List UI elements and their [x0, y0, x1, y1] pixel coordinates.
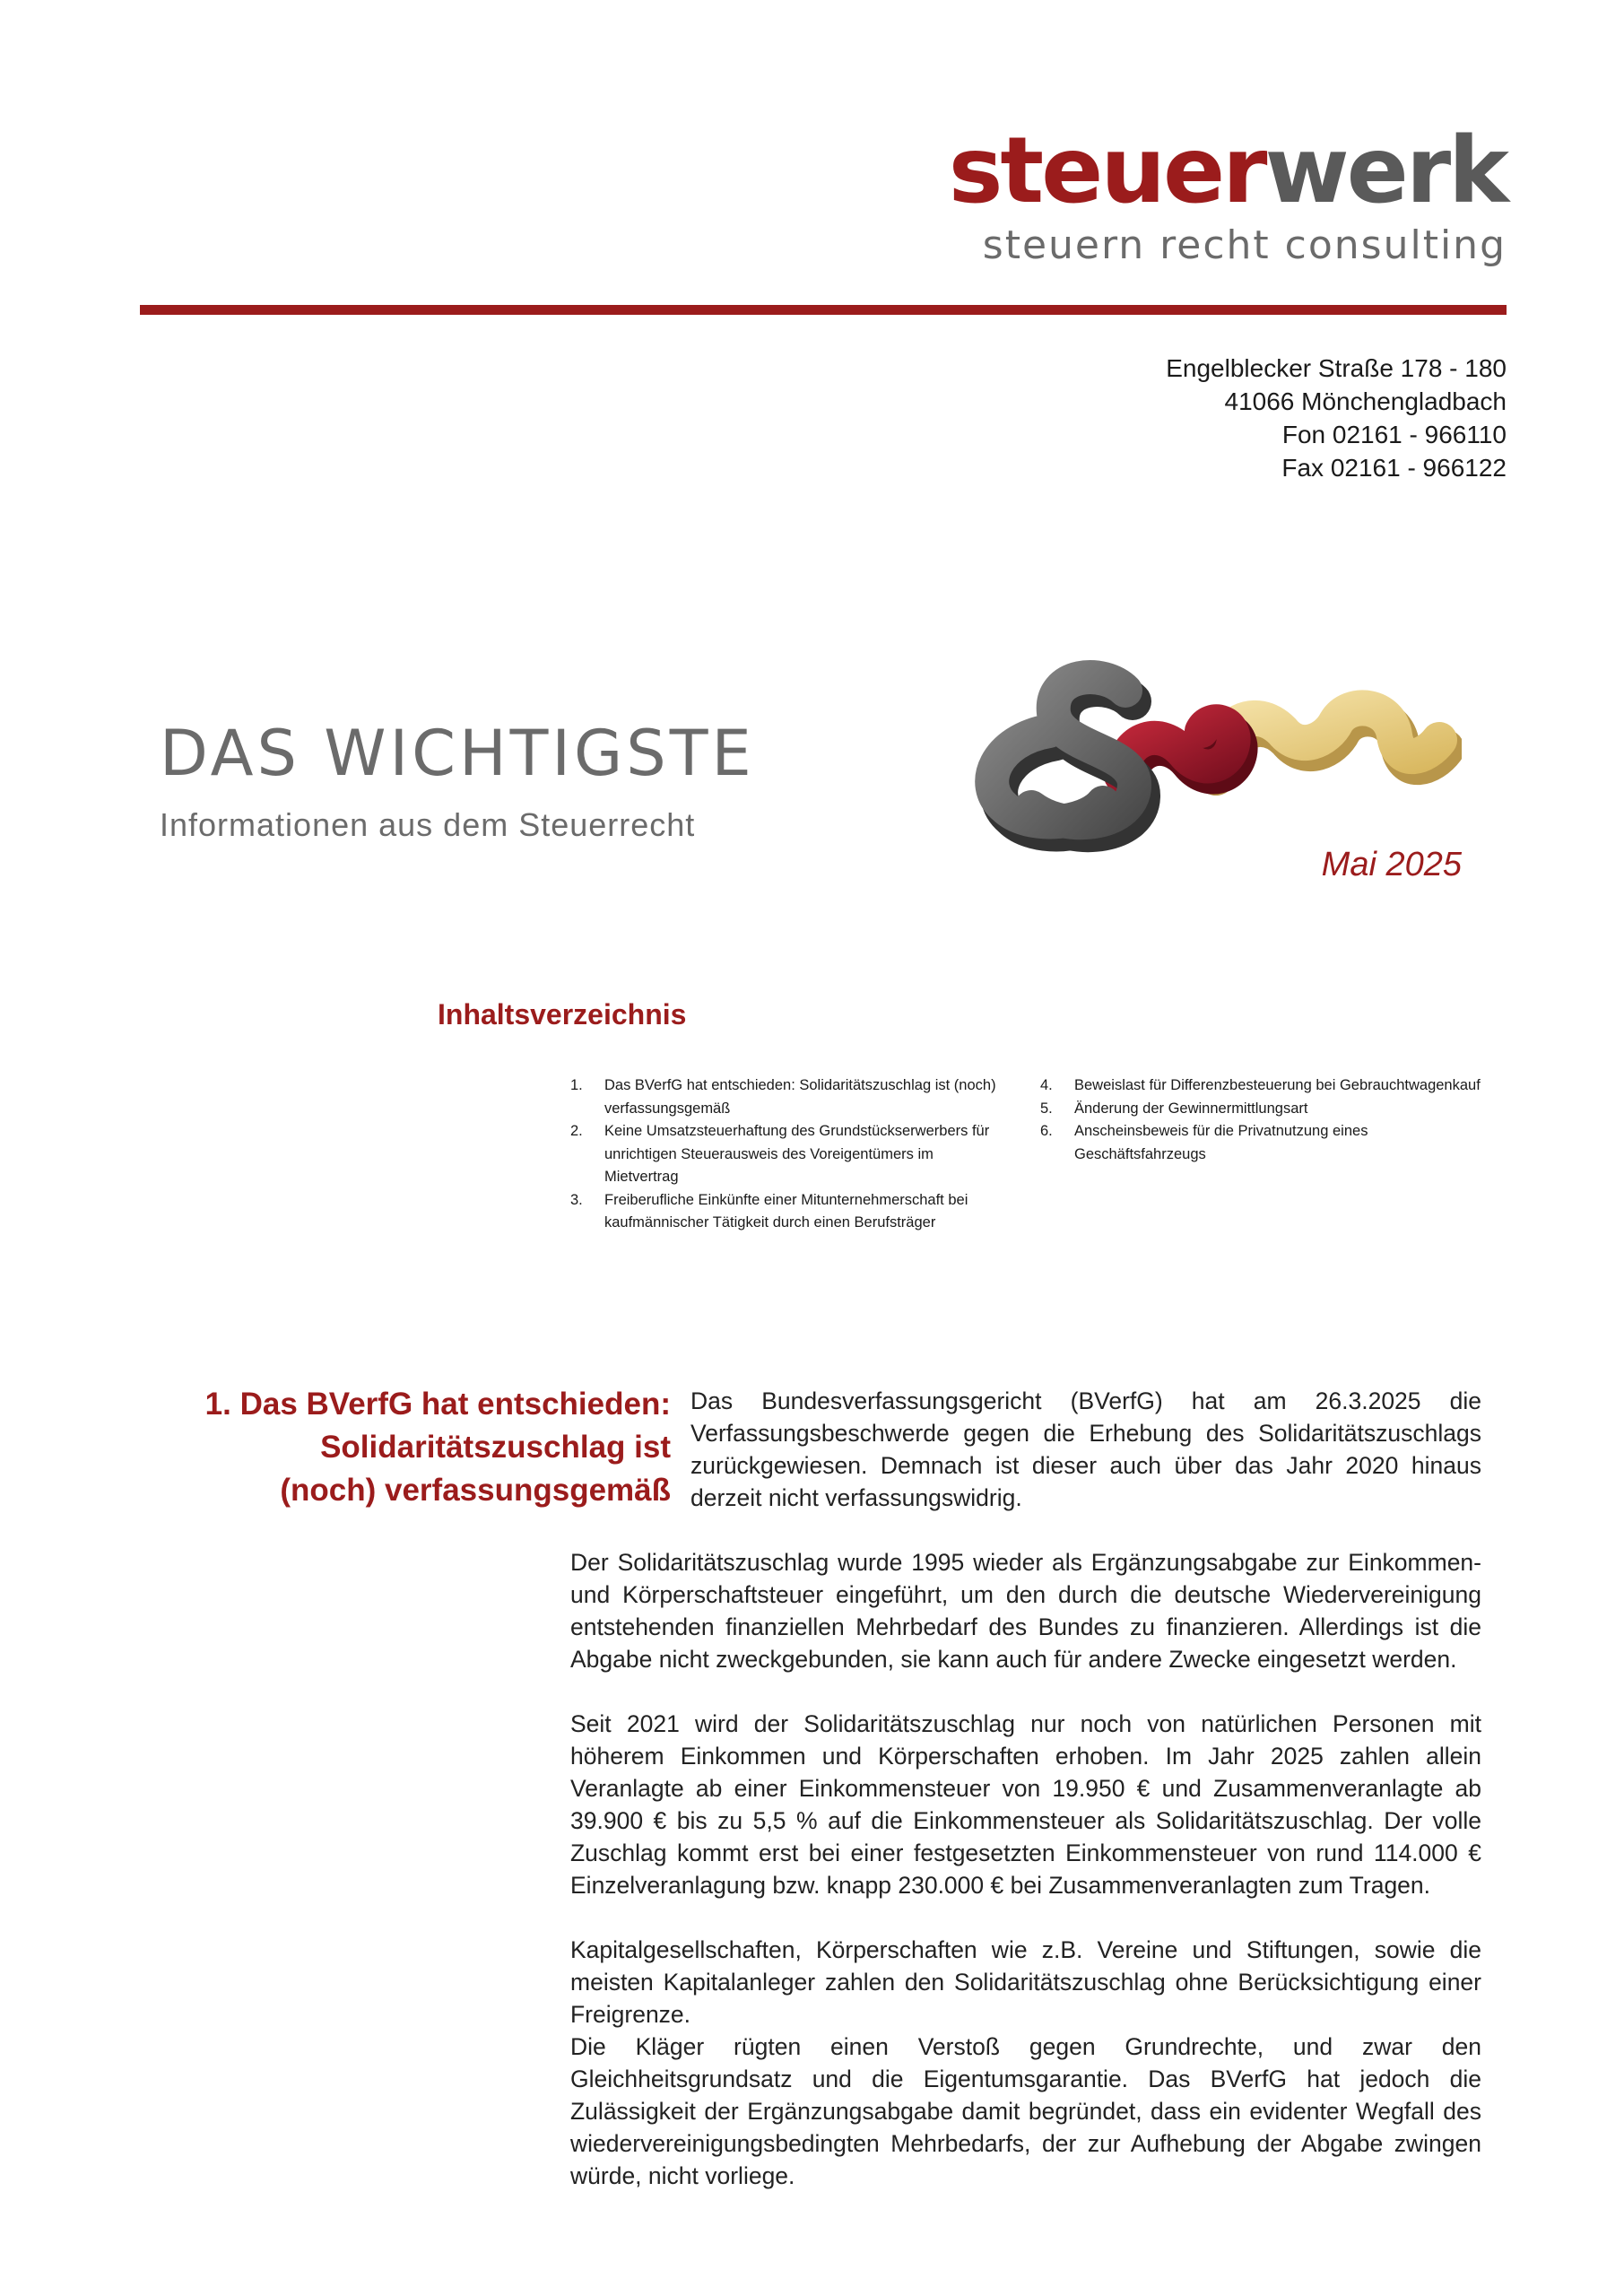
address-phone: Fon 02161 - 966110 [1281, 421, 1507, 448]
section-1-heading-line: Solidaritätszuschlag ist [320, 1430, 671, 1465]
section-1-lead: Das Bundesverfassungsgericht (BVerfG) hat am 26.3.2025 die Verfassungsbeschwerde gegen die Erhebung des Solidaritätszuschlags zurückgewiesen. Demnach ist dieser auch über das Jahr 2020 hinaus derzeit nicht verfassungswidrig. [690, 1387, 1481, 1511]
body-paragraph: Der Solidaritätszuschlag wurde 1995 wieder als Ergänzungsabgabe zur Einkommen- und Körperschaftsteuer eingeführt, um den durch die deutsche Wiedervereinigung entstehenden finanziellen Mehrbedarf des Bundes zu finanzieren. Allerdings ist die Abgabe nicht zweckgebunden, sie kann auch für andere Zwecke eingesetzt werden. [570, 1549, 1481, 1673]
toc-column-2 [1040, 1074, 1489, 1166]
toc-item-text: Anscheinsbeweis für die Privatnutzung eines Geschäftsfahrzeugs [1074, 1123, 1368, 1162]
toc-item[interactable] [1040, 1074, 1489, 1098]
toc-item-text: Das BVerfG hat entschieden: Solidaritätszuschlag ist (noch) verfassungsgemäß [604, 1077, 996, 1117]
toc-item-text: Beweislast für Differenzbesteuerung bei Gebrauchtwagenkauf [1074, 1077, 1481, 1093]
toc-item-number: 5. [1040, 1100, 1053, 1117]
toc-item-text: Freiberufliche Einkünfte einer Mitunternehmerschaft bei kaufmännischer Tätigkeit durch einen Berufsträger [604, 1191, 968, 1231]
body-paragraph: Seit 2021 wird der Solidaritätszuschlag nur noch von natürlichen Personen mit höherem Einkommen und Körperschaften erhoben. Im Jahr 2025 zahlen allein Veranlagte ab einer Einkommensteuer von 19.950 € und Zusammenveranlagte ab 39.900 € bis zu 5,5 % auf die Einkommensteuer als Solidaritätszuschlag. Der volle Zuschlag kommt erst bei einer festgesetzten Einkommensteuer von rund 114.000 € Einzelveranlagung bzw. knapp 230.000 € bei Zusammenveranlagten zum Tragen. [570, 1710, 1481, 1899]
toc-item[interactable] [570, 1120, 1010, 1189]
address-block [986, 352, 1507, 484]
toc-item-text: Änderung der Gewinnermittlungsart [1074, 1100, 1308, 1117]
paragraph-sign-icon [942, 650, 1462, 861]
toc-item[interactable] [1040, 1098, 1489, 1121]
toc-item-text: Keine Umsatzsteuerhaftung des Grundstückserwerbers für unrichtigen Steuerausweis des Voreigentümers im Mietvertrag [604, 1123, 990, 1185]
toc-heading: Inhaltsverzeichnis [438, 998, 687, 1031]
section-1-heading-line: (noch) verfassungsgemäß [280, 1473, 671, 1508]
section-1-heading-line: 1. Das BVerfG hat entschieden: [204, 1387, 671, 1422]
toc-item[interactable] [570, 1189, 1010, 1235]
toc-column-1 [570, 1074, 1010, 1235]
header-divider [140, 305, 1507, 315]
address-street: Engelblecker Straße 178 - 180 [1166, 354, 1507, 382]
address-fax: Fax 02161 - 966122 [1281, 454, 1507, 482]
toc-item-number: 4. [1040, 1077, 1053, 1093]
logo-tagline: steuern recht consulting [982, 222, 1507, 268]
newsletter-subtitle: Informationen aus dem Steuerrecht [160, 806, 696, 843]
logo-part-werk: werk [1264, 117, 1507, 224]
logo-part-steuer: steuer [948, 117, 1265, 224]
body-paragraph: Kapitalgesellschaften, Körperschaften wie z.B. Vereine und Stiftungen, sowie die meisten Kapitalanleger zahlen den Solidaritätszuschlag ohne Berücksichtigung einer Freigrenze. [570, 1936, 1481, 2028]
body-paragraph: Die Kläger rügten einen Verstoß gegen Grundrechte, und zwar den Gleichheitsgrundsatz und die Eigentumsgarantie. Das BVerfG hat jedoch die Zulässigkeit der Ergänzungsabgabe damit begründet, dass ein evidenter Wegfall des wiedervereinigungsbedingten Mehrbedarfs, der zur Aufhebung der Abgabe zwingen würde, nicht vorliege. [570, 2033, 1481, 2189]
issue-date: Mai 2025 [1321, 846, 1462, 883]
toc-item-number: 6. [1040, 1123, 1053, 1139]
address-city: 41066 Mönchengladbach [1224, 387, 1507, 415]
toc-item[interactable] [570, 1074, 1010, 1120]
logo-wordmark [942, 117, 1507, 224]
toc-item[interactable] [1040, 1120, 1489, 1166]
toc-item-number: 3. [570, 1191, 583, 1208]
section-1-heading [179, 1383, 671, 1512]
newsletter-title: DAS WICHTIGSTE [160, 717, 755, 790]
toc-item-number: 2. [570, 1123, 583, 1139]
toc-item-number: 1. [570, 1077, 583, 1093]
